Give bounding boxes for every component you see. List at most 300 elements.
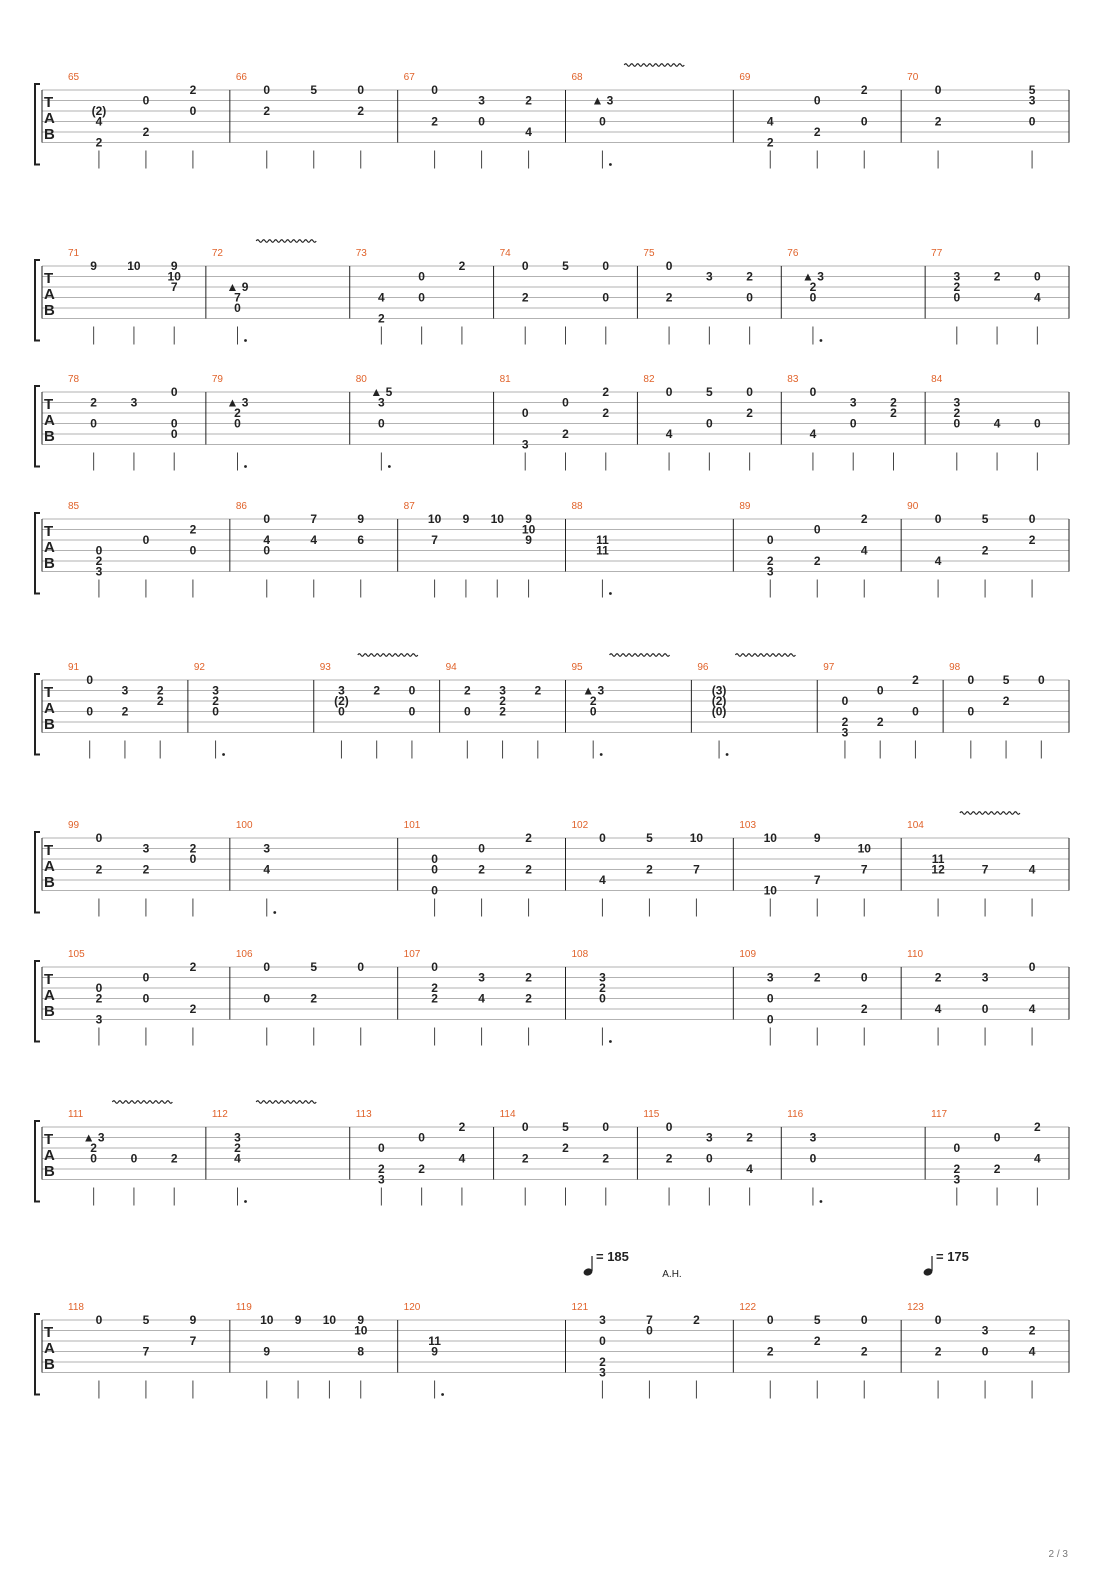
tab-clef-letter: B (44, 126, 55, 143)
fret-number: 9 (431, 1344, 438, 1359)
fret-number: 0 (189, 104, 197, 118)
system-bracket (35, 1121, 40, 1202)
measure-number: 113 (355, 1109, 372, 1120)
fret-number: 0 (860, 1313, 868, 1327)
tempo-marking (923, 1249, 969, 1277)
fret-number: 3 (478, 93, 485, 108)
measure-number: 84 (931, 374, 943, 385)
fret-number: (3) (711, 683, 727, 698)
fret-number: 4 (934, 554, 942, 568)
measure-number: 116 (787, 1109, 804, 1120)
fret-number: 0 (1034, 269, 1041, 284)
fret-number: 2 (499, 704, 506, 719)
fret-number: 3 (841, 725, 849, 740)
fret-number: 0 (263, 83, 271, 97)
tab-system (35, 1101, 1069, 1206)
dotted-note (726, 753, 729, 756)
fret-number: ▲ 5 (370, 385, 393, 399)
artificial-harmonic-label: A.H. (662, 1269, 682, 1280)
fret-number: 2 (310, 991, 318, 1006)
measure-number: 119 (235, 1302, 252, 1313)
fret-number: 11 (596, 533, 609, 547)
dotted-note (244, 465, 247, 468)
measure-number: 111 (68, 1109, 84, 1120)
fret-number: 5 (310, 960, 318, 974)
fret-number: 0 (912, 704, 919, 719)
fret-number: 3 (263, 841, 271, 856)
fret-number: 7 (189, 1334, 197, 1348)
fret-number: 4 (1028, 1002, 1036, 1016)
fret-number: 2 (876, 715, 884, 729)
vibrato-mark (624, 64, 684, 67)
dotted-note (609, 1040, 612, 1043)
fret-number: 0 (263, 543, 271, 558)
fret-number: 2 (841, 715, 849, 729)
tab-clef-letter: B (44, 1003, 55, 1020)
measure-number: 99 (68, 820, 80, 831)
measure-number: 103 (739, 820, 757, 831)
fret-number: 10 (857, 841, 871, 856)
page-number: 2 / 3 (1048, 1549, 1068, 1560)
fret-number: 4 (766, 114, 774, 129)
tab-clef-letter: T (44, 1324, 54, 1341)
fret-number: 2 (189, 960, 197, 974)
fret-number: 0 (953, 416, 961, 431)
measure-number: 65 (68, 72, 80, 83)
fret-number: (2) (91, 104, 107, 118)
system-bracket (35, 84, 40, 165)
fret-number: 2 (189, 83, 197, 97)
fret-number: 0 (981, 1002, 989, 1016)
fret-number: 2 (766, 554, 774, 568)
fret-number: 0 (142, 533, 150, 547)
fret-number: 2 (766, 135, 774, 150)
fret-number: 0 (746, 290, 753, 305)
measure-number: 86 (235, 501, 247, 512)
system-bracket (35, 513, 40, 594)
fret-number: 0 (408, 704, 416, 719)
fret-number: 5 (142, 1313, 150, 1327)
fret-number: 2 (562, 1141, 569, 1155)
tab-system (35, 501, 1069, 598)
fret-number: 0 (418, 290, 425, 305)
fret-number: 0 (95, 981, 103, 995)
tab-clef-letter: A (44, 110, 55, 127)
fret-number: 2 (357, 104, 365, 118)
fret-number: 0 (95, 831, 103, 845)
fret-number: 3 (599, 970, 606, 985)
fret-number: 2 (521, 1151, 529, 1166)
fret-number: 0 (142, 970, 150, 985)
tab-system (35, 1302, 1069, 1399)
fret-number: 0 (431, 960, 438, 974)
fret-number: 0 (521, 1120, 529, 1134)
fret-number: 0 (967, 704, 975, 719)
fret-number: 0 (934, 1313, 942, 1327)
tab-clef-letter: B (44, 1356, 55, 1373)
fret-number: 0 (142, 991, 150, 1006)
fret-number: 0 (599, 1334, 606, 1348)
tab-clef-letter: B (44, 716, 55, 733)
dotted-note (222, 753, 225, 756)
tab-system (35, 949, 1069, 1046)
fret-number: 2 (458, 1120, 466, 1134)
fret-number: (2) (711, 694, 727, 708)
fret-number: 3 (953, 1172, 961, 1187)
fret-number: 3 (953, 395, 961, 410)
fret-number: 3 (981, 1323, 989, 1338)
fret-number: 0 (953, 290, 961, 305)
fret-number: 0 (408, 683, 416, 698)
fret-number: 2 (860, 83, 868, 97)
fret-number: 0 (1028, 960, 1036, 974)
fret-number: 2 (142, 862, 150, 877)
fret-number: 7 (813, 873, 821, 887)
measure-number: 109 (739, 949, 757, 960)
fret-number: 2 (499, 694, 506, 708)
fret-number: 7 (646, 1313, 653, 1327)
fret-number: 0 (478, 114, 485, 129)
system-bracket (35, 260, 40, 341)
fret-number: 2 (525, 93, 532, 108)
fret-number: 2 (431, 991, 438, 1006)
fret-number: 8 (357, 1344, 365, 1359)
fret-number: 0 (357, 83, 365, 97)
fret-number: 0 (130, 1151, 138, 1166)
measure-number: 79 (211, 374, 223, 385)
fret-number: 0 (813, 522, 821, 537)
fret-number: 0 (263, 991, 271, 1006)
tab-clef-letter: T (44, 523, 54, 540)
fret-number: 4 (310, 533, 318, 547)
fret-number: 2 (478, 862, 485, 877)
tab-clef-letter: B (44, 555, 55, 572)
measure-number: 97 (823, 662, 835, 673)
fret-number: 0 (809, 290, 817, 305)
fret-number: 9 (525, 533, 532, 547)
fret-number: 0 (876, 683, 884, 698)
tab-clef-letter: T (44, 270, 54, 287)
tab-clef-letter: T (44, 842, 54, 859)
fret-number: ▲ 3 (582, 683, 605, 698)
tab-clef-letter: A (44, 1340, 55, 1357)
fret-number: 2 (602, 385, 610, 399)
fret-number: 4 (478, 991, 485, 1006)
fret-number: 2 (373, 683, 381, 698)
fret-number: 7 (142, 1344, 150, 1359)
fret-number: 3 (121, 683, 129, 698)
fret-number: 2 (953, 280, 961, 294)
fret-number: 0 (189, 852, 197, 866)
fret-number: 0 (263, 960, 271, 974)
fret-number: 2 (813, 125, 821, 139)
fret-number: 7 (310, 512, 318, 526)
fret-number: 2 (1028, 533, 1036, 547)
fret-number: 5 (310, 83, 318, 97)
measure-number: 114 (499, 1109, 516, 1120)
tab-clef-letter: B (44, 302, 55, 319)
fret-number: 2 (525, 991, 532, 1006)
fret-number: 10 (354, 1323, 368, 1338)
measure-number: 121 (571, 1302, 589, 1313)
fret-number: 9 (525, 512, 532, 526)
measure-number: 68 (571, 72, 583, 83)
fret-number: 11 (428, 1334, 441, 1348)
fret-number: 0 (263, 512, 271, 526)
measure-number: 66 (235, 72, 247, 83)
system-bracket (35, 832, 40, 913)
fret-number: 4 (809, 427, 817, 441)
fret-number: 2 (431, 981, 438, 995)
fret-number: 5 (562, 1120, 569, 1134)
tab-clef-letter: A (44, 700, 55, 717)
fret-number: 3 (849, 395, 857, 410)
tab-clef-letter: B (44, 1163, 55, 1180)
fret-number: 0 (860, 970, 868, 985)
measure-number: 72 (211, 248, 223, 259)
fret-number: 0 (90, 416, 97, 431)
fret-number: 2 (813, 970, 821, 985)
fret-number: 0 (706, 1151, 713, 1166)
fret-number: 10 (763, 831, 777, 845)
system-bracket (35, 1314, 40, 1395)
fret-number: 9 (813, 831, 821, 845)
measure-number: 95 (571, 662, 583, 673)
fret-number: 2 (234, 1141, 241, 1155)
fret-number: 10 (427, 512, 442, 526)
system-bracket (35, 674, 40, 755)
tab-clef-letter: T (44, 94, 54, 111)
fret-number: 2 (189, 522, 197, 537)
fret-number: 9 (357, 1313, 365, 1327)
fret-number: 2 (95, 991, 103, 1006)
fret-number: 5 (706, 385, 713, 399)
fret-number: 0 (766, 1012, 774, 1027)
dotted-note (273, 911, 276, 914)
measure-number: 87 (403, 501, 415, 512)
fret-number: 4 (378, 290, 385, 305)
vibrato-mark (256, 1101, 316, 1104)
measure-number: 81 (499, 374, 511, 385)
fret-number: 0 (562, 395, 569, 410)
fret-number: 0 (418, 1130, 425, 1145)
tab-clef-letter: B (44, 874, 55, 891)
fret-number: 3 (706, 269, 713, 284)
tab-clef-letter: A (44, 412, 55, 429)
fret-number: 0 (521, 406, 529, 420)
fret-number: 3 (599, 1313, 606, 1327)
fret-number: 3 (212, 683, 219, 698)
fret-number: 0 (234, 416, 241, 431)
fret-number: 2 (1002, 694, 1010, 708)
fret-number: ▲ 3 (226, 395, 249, 410)
fret-number: 2 (1028, 1323, 1036, 1338)
measure-number: 101 (403, 820, 421, 831)
tab-clef-letter: T (44, 1131, 54, 1148)
fret-number: 3 (599, 1365, 606, 1380)
fret-number: 12 (931, 862, 945, 877)
fret-number: 0 (1034, 416, 1041, 431)
measure-number: 108 (571, 949, 589, 960)
fret-number: 0 (170, 385, 178, 399)
measure-number: 83 (787, 374, 799, 385)
fret-number: 4 (234, 1151, 241, 1166)
fret-number: 2 (860, 512, 868, 526)
fret-number: 0 (338, 704, 345, 719)
measure-number: 73 (355, 248, 367, 259)
fret-number: 0 (431, 852, 438, 866)
fret-number: 0 (706, 416, 713, 431)
vibrato-mark (960, 812, 1020, 815)
fret-number: 0 (599, 831, 606, 845)
measure-number: 69 (739, 72, 751, 83)
system-bracket (35, 961, 40, 1042)
vibrato-mark (735, 654, 795, 657)
fret-number: 2 (693, 1313, 700, 1327)
tab-clef-letter: A (44, 286, 55, 303)
vibrato-mark (358, 654, 418, 657)
fret-number: 0 (849, 416, 857, 431)
fret-number: 2 (458, 259, 466, 273)
measure-number: 70 (907, 72, 919, 83)
tab-clef-letter: A (44, 858, 55, 875)
measure-number: 67 (403, 72, 415, 83)
fret-number: 0 (766, 1313, 774, 1327)
fret-number: 2 (665, 290, 673, 305)
dotted-note (441, 1393, 444, 1396)
fret-number: ▲ 3 (591, 93, 614, 108)
fret-number: 0 (602, 259, 610, 273)
fret-number: 3 (499, 683, 506, 698)
fret-number: ▲ 3 (801, 269, 824, 284)
fret-number: 3 (142, 841, 150, 856)
fret-number: (0) (711, 704, 727, 719)
fret-number: 2 (463, 683, 471, 698)
fret-number: 7 (693, 862, 700, 877)
fret-number: 7 (170, 280, 178, 294)
fret-number: 2 (90, 1141, 97, 1155)
fret-number: 3 (809, 1130, 817, 1145)
fret-number: 2 (234, 406, 241, 420)
tab-system (35, 374, 1069, 471)
fret-number: 10 (322, 1313, 337, 1327)
fret-number: 2 (993, 1162, 1001, 1176)
fret-number: 10 (490, 512, 504, 526)
fret-number: 0 (378, 416, 385, 431)
vibrato-mark (256, 240, 316, 243)
fret-number: 0 (95, 543, 103, 558)
fret-number: 4 (263, 862, 271, 877)
fret-number: 10 (689, 831, 704, 845)
fret-number: 2 (95, 862, 103, 877)
fret-number: 2 (599, 981, 606, 995)
fret-number: 2 (378, 1162, 385, 1176)
measure-number: 78 (68, 374, 80, 385)
measure-number: 117 (931, 1109, 948, 1120)
fret-number: 0 (1037, 673, 1045, 687)
fret-number: (2) (334, 694, 349, 708)
fret-number: 3 (378, 1172, 385, 1187)
fret-number: 2 (934, 970, 942, 985)
measure-number: 91 (68, 662, 80, 673)
fret-number: 2 (189, 1002, 197, 1016)
fret-number: 3 (95, 564, 103, 579)
fret-number: 2 (813, 554, 821, 568)
fret-number: 2 (746, 1130, 753, 1145)
fret-number: 3 (521, 437, 529, 452)
measure-number: 123 (907, 1302, 924, 1313)
fret-number: 3 (234, 1130, 241, 1145)
fret-number: 2 (95, 554, 103, 568)
fret-number: 4 (599, 873, 606, 887)
fret-number: 0 (170, 427, 178, 441)
measure-number: 94 (445, 662, 457, 673)
fret-number: 0 (809, 385, 817, 399)
fret-number: 2 (521, 290, 529, 305)
tab-clef-letter: A (44, 539, 55, 556)
fret-number: 2 (912, 673, 919, 687)
fret-number: 0 (212, 704, 219, 719)
fret-number: 2 (562, 427, 569, 441)
fret-number: 0 (86, 704, 94, 719)
fret-number: 4 (1034, 290, 1041, 305)
fret-number: 2 (860, 1002, 868, 1016)
fret-number: 4 (1028, 862, 1036, 877)
measure-number: 88 (571, 501, 583, 512)
tempo-value: = 175 (936, 1249, 969, 1264)
fret-number: 0 (934, 83, 942, 97)
fret-number: 2 (95, 135, 103, 150)
fret-number: 7 (981, 862, 989, 877)
dotted-note (244, 1200, 247, 1203)
fret-number: 3 (130, 395, 138, 410)
tempo-marking (583, 1249, 682, 1280)
fret-number: 2 (602, 1151, 610, 1166)
fret-number: 5 (981, 512, 989, 526)
fret-number: 9 (90, 259, 97, 273)
dotted-note (244, 339, 247, 342)
fret-number: 2 (170, 1151, 178, 1166)
fret-number: 0 (860, 114, 868, 129)
measure-number: 75 (643, 248, 655, 259)
fret-number: 0 (841, 694, 849, 708)
tab-clef-letter: A (44, 1147, 55, 1164)
fret-number: 2 (890, 395, 897, 410)
fret-number: 3 (95, 1012, 103, 1027)
fret-number: 3 (706, 1130, 713, 1145)
fret-number: 3 (981, 970, 989, 985)
fret-number: 4 (860, 543, 868, 558)
tab-clef-letter: T (44, 684, 54, 701)
fret-number: 4 (993, 416, 1001, 431)
fret-number: 2 (766, 1344, 774, 1359)
tab-system (35, 654, 1069, 759)
measure-number: 85 (68, 501, 80, 512)
fret-number: 0 (189, 543, 197, 558)
fret-number: 0 (646, 1323, 653, 1338)
fret-number: 2 (890, 406, 897, 420)
measure-number: 76 (787, 248, 799, 259)
fret-number: 0 (90, 1151, 97, 1166)
fret-number: 0 (766, 991, 774, 1006)
measure-number: 105 (68, 949, 85, 960)
fret-number: 4 (934, 1002, 942, 1016)
fret-number: 0 (86, 673, 94, 687)
measure-number: 71 (68, 248, 80, 259)
measure-number: 93 (319, 662, 331, 673)
fret-number: 0 (602, 290, 610, 305)
fret-number: 10 (521, 522, 536, 537)
